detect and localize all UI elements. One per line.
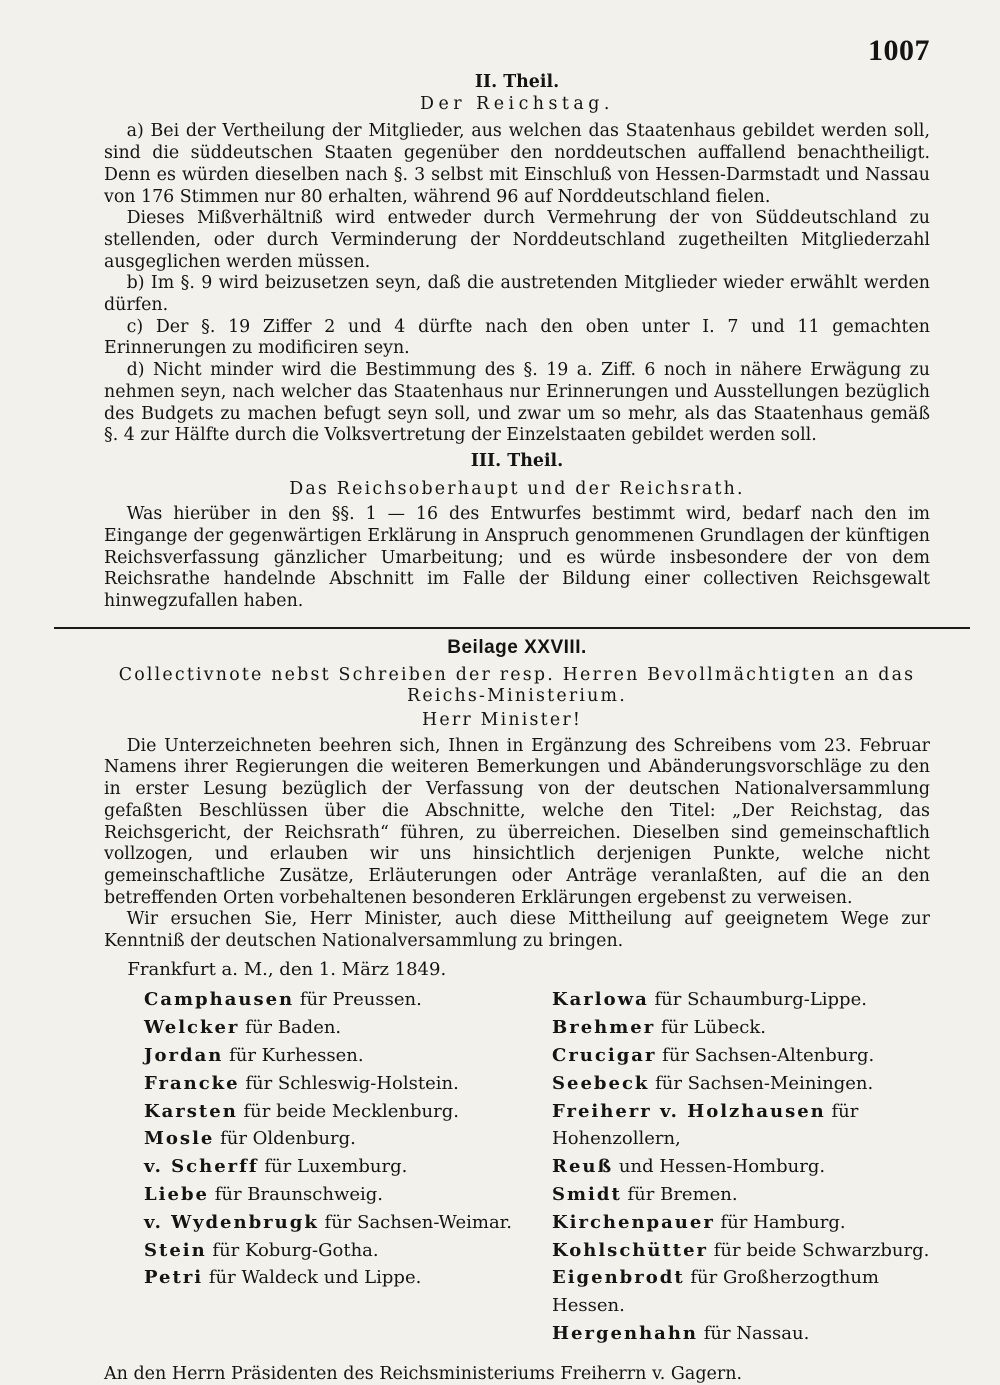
signer-state: für Waldeck und Lippe. [203,1267,422,1289]
signature-line [552,986,930,1014]
signer-name: Reuß [552,1156,614,1178]
signer-state: für Sachsen-Weimar. [318,1211,513,1233]
signer-name: Stein [144,1239,207,1261]
signature-line [144,1098,522,1126]
signer-state: für Nassau. [698,1322,810,1344]
signature-line [144,1014,522,1042]
signature-line [144,1264,522,1292]
signer-name: Smidt [552,1184,622,1205]
signer-name: Freiherr v. Holzhausen [552,1100,826,1122]
part2-para-c: c) Der §. 19 Ziffer 2 und 4 dürfte nach den oben unter I. 7 und 11 gemachten Erinnerungen zu modificiren seyn. [104,316,930,359]
signer-state: für Preussen. [294,989,422,1011]
page-content [104,72,930,1385]
signer-name: Karlowa [552,989,649,1011]
part3-heading: III. Theil. [470,450,564,471]
signer-name: Hergenhahn [552,1322,698,1344]
letter-addressee: An den Herrn Präsidenten des Reichsministeriums Freiherrn v. Gagern. [104,1363,743,1384]
part2-heading: II. Theil. [474,72,560,92]
part3-subheading: Das Reichsoberhaupt und der Reichsrath. [289,478,745,499]
salutation: Herr Minister! [421,709,583,730]
signer-name: v. Wydenbrugk [144,1211,319,1233]
signer-name: Kohlschütter [552,1239,709,1261]
signature-line [552,1042,930,1070]
letter-date: Frankfurt a. M., den 1. März 1849. [127,958,447,980]
signer-state: für Koburg-Gotha. [206,1239,379,1261]
page-number: 1007 [868,34,930,67]
signer-name: Francke [144,1072,240,1094]
part2-para-a: a) Bei der Vertheilung der Mitglieder, aus welchen das Staatenhaus gebildet werden soll, sind die süddeutschen Staaten gegenüber den norddeutschen auffallend benachtheiligt. Denn es würden dieselben nach §. 3 selbst mit Einschluß von Hessen-Darmstadt und Nassau von 176 Stimmen nur 80 erhalten, während 96 auf Norddeutschland fielen. [104,121,930,207]
beilage-subtitle: Collectivnote nebst Schreiben der resp. Herren Bevollmächtigten an das Reichs-Ministerium. [118,664,916,707]
signer-name: Welcker [144,1017,240,1039]
signature-line [552,1070,930,1098]
signer-name: Seebeck [552,1072,650,1094]
signer-name: Petri [144,1267,204,1289]
signature-line [144,1153,522,1181]
signer-state: für Hamburg. [714,1211,846,1233]
signer-state: und Hessen-Homburg. [613,1156,826,1178]
part2-subheading: Der Reichstag. [420,93,614,114]
signer-state: für beide Schwarzburg. [708,1239,930,1261]
signer-name: Kirchenpauer [552,1211,715,1233]
signature-line [552,1098,930,1154]
signer-name: Karsten [144,1100,238,1122]
signer-name: Jordan [144,1045,224,1067]
signer-state: für Sachsen-Meiningen. [649,1072,874,1094]
signer-state: für Schleswig-Holstein. [239,1072,459,1094]
signature-line [552,1209,930,1237]
signature-line [552,1320,930,1348]
part2-para-d: d) Nicht minder wird die Bestimmung des §. 19 a. Ziff. 6 noch in nähere Erwägung zu nehmen seyn, nach welcher das Staatenhaus nur Erinnerungen und Ausstellungen bezüglich des Budgets zu machen befugt seyn soll, und zwar um so mehr, als das Staatenhaus gemäß §. 4 zur Hälfte durch die Volksvertretung der Einzelstaaten gebildet werden soll. [104,360,930,446]
signer-state: für Kurhessen. [223,1045,364,1067]
signer-state: für Baden. [239,1017,342,1039]
signer-name: Mosle [144,1128,215,1150]
signature-line [552,1014,930,1042]
signature-line [144,1209,522,1237]
signer-state: für Luxemburg. [258,1156,408,1178]
signer-state: für Oldenburg. [214,1128,356,1150]
signature-line [144,1237,522,1265]
letter-paragraph-1: Die Unterzeichneten beehren sich, Ihnen in Ergänzung des Schreibens vom 23. Februar Namens ihrer Regierungen die weiteren Bemerkungen und Abänderungsvorschläge zu den in erster Lesung bezüglich der Verfassung von der deutschen Nationalversammlung gefaßten Beschlüssen über die Abschnitte, welche den Titel: „Der Reichstag, das Reichsgericht, der Reichsrath“ führen, zu überreichen. Dieselben sind gemeinschaftlich vollzogen, und erlauben wir uns hinsichtlich derjenigen Punkte, welche nicht gemeinschaftliche Zusätze, Erläuterungen oder Anträge veranlaßten, auf die an den betreffenden Orten vorbehaltenen besonderen Erklärungen ergebenst zu verweisen. [104,735,930,908]
signature-line [144,986,522,1014]
signer-state: für Lübeck. [655,1017,766,1039]
signature-line [144,1042,522,1070]
signature-line [552,1153,930,1181]
signer-name: Camphausen [144,989,295,1011]
signer-state: für Braunschweig. [208,1184,384,1205]
signer-state: für Großherzogthum Hessen. [552,1267,879,1317]
signature-list [104,986,930,1347]
signer-name: Eigenbrodt [552,1267,685,1289]
signature-line [144,1070,522,1098]
signature-line [552,1181,930,1209]
signer-state: für beide Mecklenburg. [237,1100,459,1122]
signer-name: Liebe [144,1184,209,1205]
part2-para-a-cont: Dieses Mißverhältniß wird entweder durch Vermehrung der von Süddeutschland zu stellenden, oder durch Verminderung der Norddeutschland zugetheilten Mitgliederzahl ausgeglichen werden müssen. [104,208,930,272]
signer-name: v. Scherff [144,1156,259,1178]
signature-column-right [522,986,930,1347]
signer-name: Brehmer [552,1017,656,1039]
signer-state: für Sachsen-Altenburg. [656,1045,875,1067]
signer-name: Crucigar [552,1045,657,1067]
letter-paragraph-2: Wir ersuchen Sie, Herr Minister, auch diese Mittheilung auf geeignetem Wege zur Kenntniß der deutschen Nationalversammlung zu bringen. [104,909,930,952]
signature-line [144,1181,522,1209]
signature-column-left [104,986,522,1347]
section-divider [54,627,970,629]
beilage-title: Beilage XXVIII. [447,636,587,658]
signature-line [552,1264,930,1320]
part2-para-b: b) Im §. 9 wird beizusetzen seyn, daß die austretenden Mitglieder wieder erwählt werden dürfen. [104,273,930,316]
signer-state: für Hohenzollern, [552,1100,859,1150]
signature-line [552,1237,930,1265]
signer-state: für Schaumburg-Lippe. [648,989,867,1011]
signer-state: für Bremen. [621,1184,738,1205]
signature-line [144,1125,522,1153]
part3-para: Was hierüber in den §§. 1 — 16 des Entwurfes bestimmt wird, bedarf nach den im Eingange der gegenwärtigen Erklärung in Anspruch genommenen Grundlagen der künftigen Reichsverfassung gänzlicher Umarbeitung; und es würde insbesondere der von dem Reichsrathe handelnde Abschnitt im Falle der Bildung einer collectiven Reichsgewalt hinwegzufallen haben. [104,504,930,612]
